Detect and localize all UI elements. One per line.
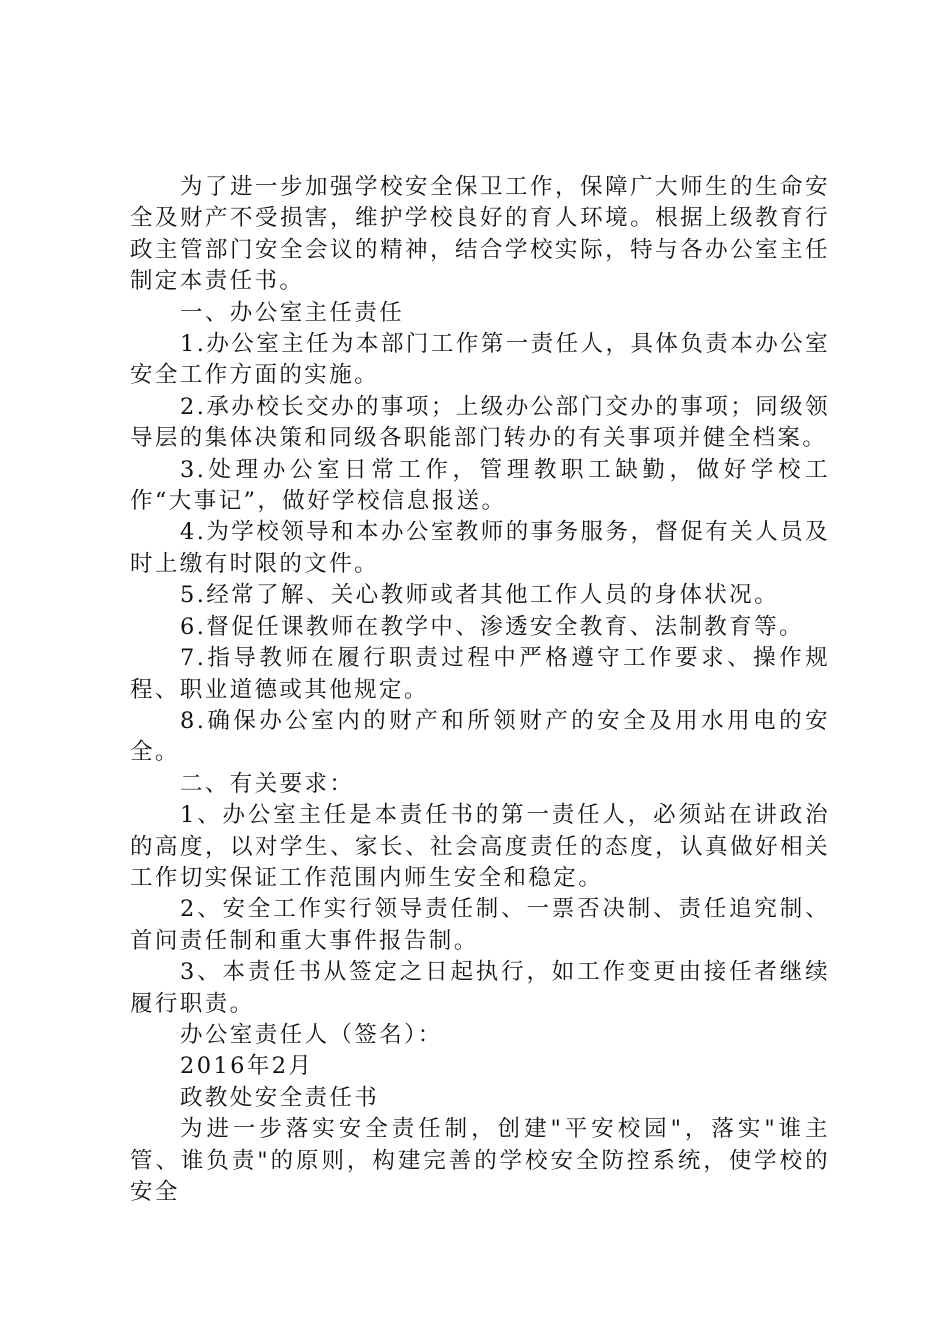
duty-item-4: 4.为学校领导和本办公室教师的事务服务，督促有关人员及时上缴有时限的文件。 [130,519,830,577]
section-heading-requirements: 二、有关要求： [180,770,355,797]
duty-item-3: 3.处理办公室日常工作，管理教职工缺勤，做好学校工作“大事记”，做好学校信息报送。 [130,456,830,515]
intro-paragraph: 为了进一步加强学校安全保卫工作，保障广大师生的生命安全及财产不受损害，维护学校良好的育人环境。根据上级教育行政主管部门安全会议的精神，结合学校实际，特与各办公室主任制定本责任书。 [130,174,830,295]
duty-item-6: 6.督促任课教师在教学中、渗透安全教育、法制教育等。 [180,613,804,640]
requirement-item-2: 2、安全工作实行领导责任制、一票否决制、责任追究制、首问责任制和重大事件报告制。 [130,896,830,954]
duty-item-8: 8.确保办公室内的财产和所领财产的安全及用水用电的安全。 [130,707,830,766]
duty-item-5: 5.经常了解、关心教师或者其他工作人员的身体状况。 [180,582,779,609]
requirement-item-1: 1、办公室主任是本责任书的第一责任人，必须站在讲政治的高度，以对学生、家长、社会高度责任的态度，认真做好相关工作切实保证工作范围内师生安全和稳定。 [130,802,830,891]
document-body [130,172,830,1208]
next-document-title: 政教处安全责任书 [180,1084,380,1111]
duty-item-1: 1.办公室主任为本部门工作第一责任人，具体负责本办公室安全工作方面的实施。 [130,331,830,389]
duty-item-7: 7.指导教师在履行职责过程中严格遵守工作要求、操作规程、职业道德或其他规定。 [130,645,830,703]
next-document-intro: 为进一步落实安全责任制，创建"平安校园"，落实"谁主管、谁负责"的原则，构建完善的学校安全防控系统，使学校的安全 [130,1116,830,1205]
section-heading-office-director: 一、办公室主任责任 [180,299,405,326]
signature-line: 办公室责任人（签名）： [180,1021,443,1048]
date-line: 2016年2月 [180,1053,314,1080]
requirement-item-3: 3、本责任书从签定之日起执行，如工作变更由接任者继续履行职责。 [130,959,830,1017]
duty-item-2: 2.承办校长交办的事项；上级办公部门交办的事项；同级领导层的集体决策和同级各职能部门转办的有关事项并健全档案。 [130,393,830,452]
